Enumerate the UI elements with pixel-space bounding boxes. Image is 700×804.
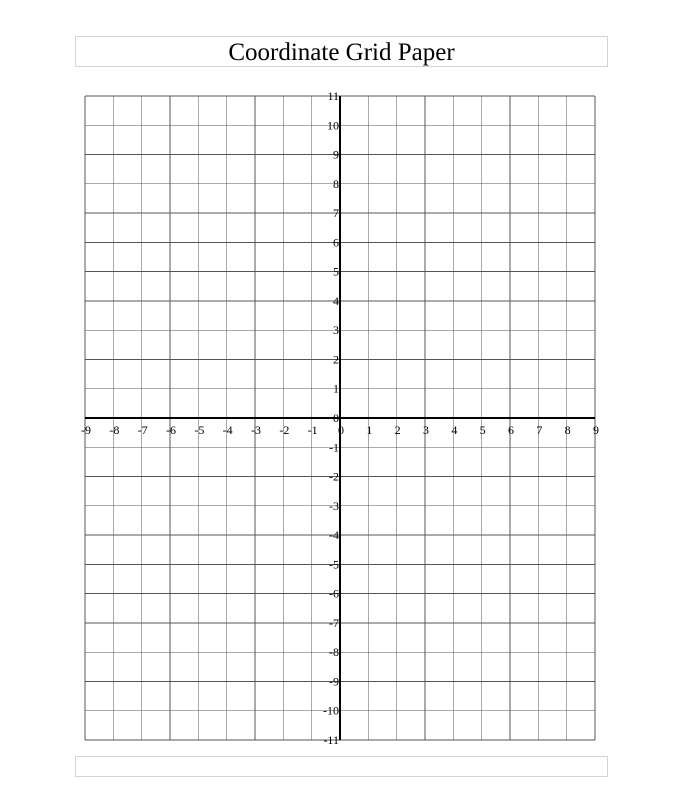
- x-tick-label: 6: [508, 423, 514, 437]
- x-tick-label: -8: [109, 423, 120, 437]
- x-tick-label: -1: [307, 423, 318, 437]
- y-tick-label: -3: [329, 498, 339, 513]
- y-tick-label: 9: [333, 147, 339, 162]
- x-tick-label: -4: [222, 423, 233, 437]
- y-tick-label: -5: [329, 557, 339, 572]
- x-tick-label: -7: [137, 423, 148, 437]
- y-tick-label: -1: [329, 440, 339, 455]
- x-tick-label: 9: [593, 423, 599, 437]
- x-tick-label: 8: [564, 423, 571, 437]
- x-tick-label: 3: [423, 423, 429, 437]
- y-tick-label: -9: [329, 674, 339, 689]
- y-tick-label: 7: [333, 206, 339, 221]
- x-tick-label: 5: [479, 423, 486, 437]
- x-tick-label: 2: [394, 423, 401, 437]
- y-tick-label: -8: [329, 645, 339, 660]
- y-tick-label: 1: [333, 381, 339, 396]
- y-tick-label: -4: [329, 528, 339, 543]
- y-tick-label: 5: [333, 264, 339, 279]
- y-tick-label: 6: [333, 235, 339, 250]
- y-tick-label: 2: [333, 352, 339, 367]
- y-tick-label: 8: [333, 176, 339, 191]
- x-tick-label: -9: [81, 423, 91, 437]
- y-tick-label: 3: [333, 323, 339, 338]
- y-tick-label: 0: [333, 411, 339, 425]
- y-tick-label: -11: [323, 733, 339, 747]
- y-tick-label: -6: [329, 586, 339, 601]
- page-title: Coordinate Grid Paper: [228, 39, 455, 66]
- x-tick-label: 0: [338, 423, 344, 437]
- y-tick-label: 4: [333, 293, 339, 308]
- y-tick-label: 10: [327, 118, 339, 133]
- footer-box: [75, 756, 608, 777]
- x-tick-label: -2: [279, 423, 290, 437]
- x-tick-label: -3: [251, 423, 261, 437]
- x-tick-label: 1: [366, 423, 373, 437]
- y-tick-label: 11: [327, 89, 339, 103]
- y-tick-label: -2: [329, 469, 339, 484]
- x-tick-label: 7: [536, 423, 543, 437]
- x-tick-label: 4: [451, 423, 458, 437]
- x-tick-label: -5: [194, 423, 205, 437]
- y-tick-label: -10: [323, 703, 339, 718]
- y-tick-label: -7: [329, 615, 339, 630]
- x-tick-label: -6: [166, 423, 176, 437]
